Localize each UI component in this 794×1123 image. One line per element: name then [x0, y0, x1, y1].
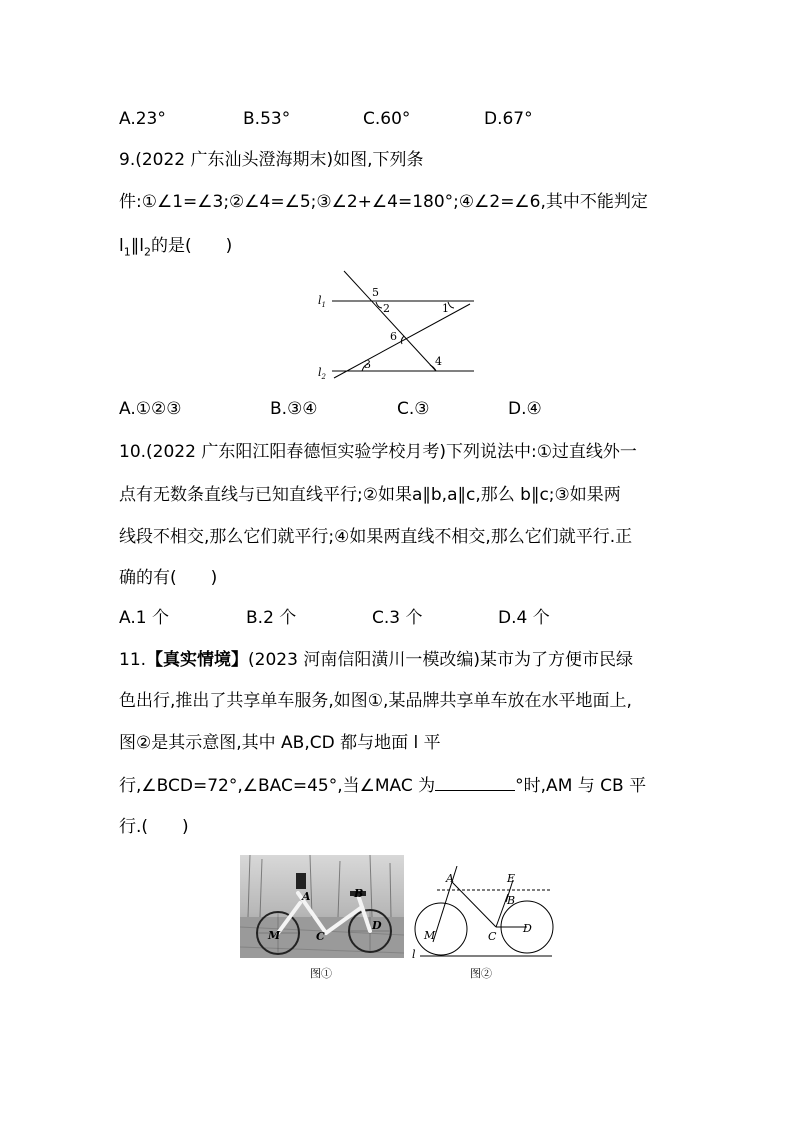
diagram-label-c: C	[488, 930, 497, 943]
q9-option-c: C.③	[397, 399, 430, 419]
q11-stem-line2: 色出行,推出了共享单车服务,如图①,某品牌共享单车放在水平地面上,	[119, 691, 632, 711]
q10-stem-line4: 确的有( )	[119, 568, 218, 588]
diagram-label-d: D	[523, 922, 532, 935]
q9-angle-5: 5	[372, 286, 379, 299]
q9-angle-1: 1	[442, 302, 449, 315]
photo-label-c: C	[316, 930, 325, 943]
q11-stem-line4: 行,∠BCD=72°,∠BAC=45°,当∠MAC 为 °时,AM 与 CB 平	[119, 776, 647, 796]
diagram-label-b: B	[507, 894, 516, 907]
q9-stem-line2: 件:①∠1=∠3;②∠4=∠5;③∠2+∠4=180°;④∠2=∠6,其中不能判定	[119, 192, 648, 212]
q9-angle-6: 6	[390, 330, 397, 343]
q9-stem-line3: $l_1\parallel l_2$的是( )	[119, 236, 233, 259]
diagram-label-e: E	[507, 872, 516, 885]
q10-option-a: A.1 个	[119, 608, 169, 628]
caption-figure-1: 图①	[310, 967, 332, 980]
q9-option-a: A.①②③	[119, 399, 182, 419]
q8-option-b: B.53°	[243, 109, 291, 129]
q9-stem-line1: 9.(2022 广东汕头澄海期末)如图,下列条	[119, 150, 424, 170]
q10-stem-line1: 10.(2022 广东阳江阳春德恒实验学校月考)下列说法中:①过直线外一	[119, 442, 637, 462]
photo-label-b: B	[354, 887, 364, 900]
q9-parallel-lines-figure	[312, 266, 482, 384]
q11-stem-line1: 11.【真实情境】(2023 河南信阳潢川一模改编)某市为了方便市民绿	[119, 650, 633, 670]
real-context-tag: 【真实情境】	[146, 650, 249, 670]
bicycle-photo	[240, 855, 404, 958]
q11-stem-line3: 图②是其示意图,其中 AB,CD 都与地面 l 平	[119, 733, 441, 753]
q8-option-d: D.67°	[484, 109, 533, 129]
q10-stem-line2: 点有无数条直线与已知直线平行;②如果a∥b,a∥c,那么 b∥c;③如果两	[119, 485, 621, 505]
answer-blank[interactable]	[435, 774, 515, 791]
diagram-label-a: A	[446, 872, 454, 885]
q8-option-c: C.60°	[363, 109, 411, 129]
q8-option-a: A.23°	[119, 109, 166, 129]
q9-label-l1: $l_1$	[318, 294, 326, 309]
q9-option-b: B.③④	[270, 399, 318, 419]
photo-label-m: M	[268, 929, 281, 942]
q9-option-d: D.④	[508, 399, 542, 419]
q11-stem-line5: 行.( )	[119, 817, 189, 837]
q9-angle-3: 3	[364, 358, 371, 371]
diagram-label-m: M	[424, 929, 436, 942]
caption-figure-2: 图②	[470, 967, 492, 980]
q10-option-c: C.3 个	[372, 608, 423, 628]
q9-label-l2: $l_2$	[318, 366, 326, 381]
q10-stem-line3: 线段不相交,那么它们就平行;④如果两直线不相交,那么它们就平行.正	[119, 527, 633, 547]
photo-label-d: D	[372, 919, 382, 932]
diagram-label-l: l	[412, 948, 416, 961]
bicycle-diagram	[410, 866, 558, 962]
q10-option-d: D.4 个	[498, 608, 550, 628]
q10-option-b: B.2 个	[246, 608, 297, 628]
q9-angle-4: 4	[435, 355, 442, 368]
photo-label-a: A	[302, 890, 311, 903]
q9-angle-2: 2	[383, 302, 390, 315]
